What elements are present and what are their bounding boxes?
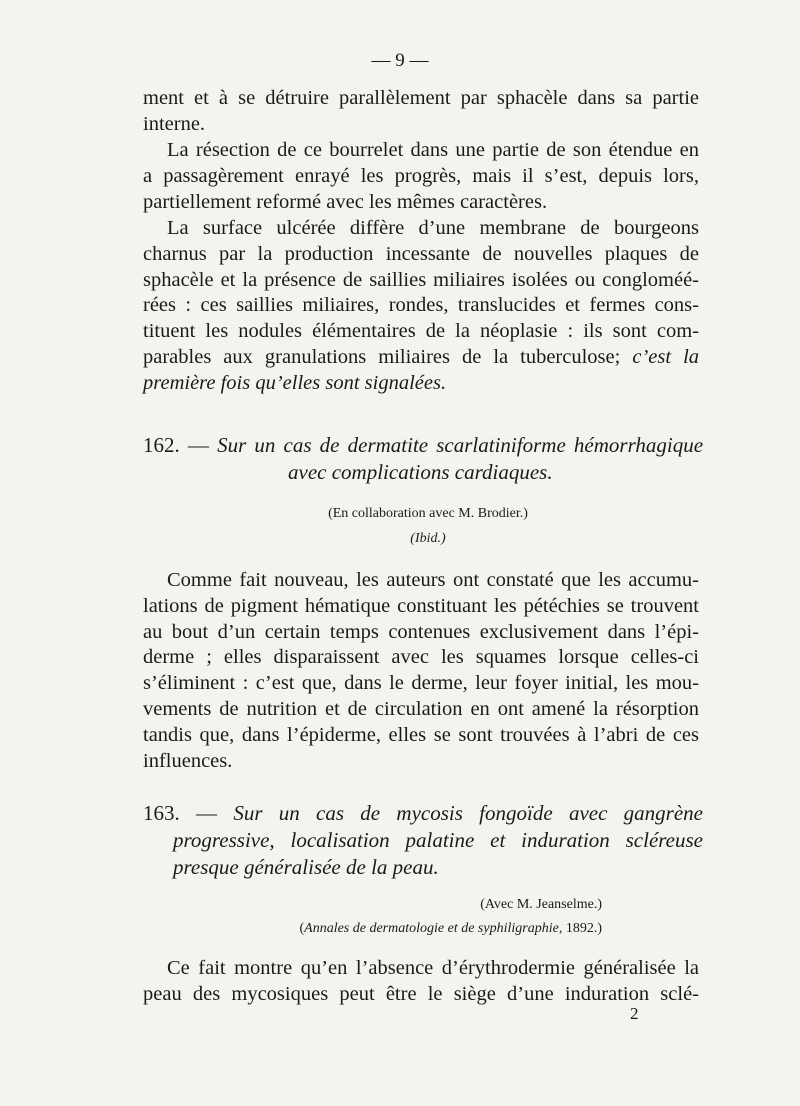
text-line: s’éliminent : c’est que, dans le derme, leur foyer initial, les mou- — [143, 672, 699, 695]
text-line: sphacèle et la présence de saillies miliaires isolées ou congloméé- — [143, 268, 699, 291]
entry-title-line: presque généralisée de la peau. — [173, 855, 439, 879]
entry-162-body — [143, 568, 699, 774]
entry-162-source: (Ibid.) — [410, 531, 446, 546]
entry-162-heading — [143, 432, 703, 486]
text-line: a passagèrement enrayé les progrès, mais il s’est, depuis lors, — [143, 164, 699, 187]
text-line: tandis que, dans l’épiderme, elles se sont trouvées à l’abri de ces — [143, 723, 699, 746]
text-line: au bout d’un certain temps contenues exclusivement dans l’épi- — [143, 620, 699, 643]
text-run: parables aux granulations miliaires de la tuberculose; — [143, 345, 621, 368]
entry-163-heading — [143, 800, 703, 881]
entry-heading-line — [143, 432, 703, 459]
text-line: rées : ces saillies miliaires, rondes, translucides et fermes cons- — [143, 294, 699, 317]
text-line: lations de pigment hématique constituant les pétéchies se trouvent — [143, 594, 699, 617]
text-line: interne. — [143, 112, 206, 135]
source-year: , 1892. — [558, 921, 598, 936]
entry-title-line: progressive, localisation palatine et induration scléreuse — [173, 828, 703, 852]
entry-title: Sur un cas de dermatite scarlatiniforme hémorrhagique — [217, 433, 704, 457]
text-line: peau des mycosiques peut être le siège d’une induration sclé- — [143, 982, 699, 1005]
paragraph-resection — [143, 138, 699, 215]
entry-163-source: (Annales de dermatologie et de syphiligraphie, 1892.) — [299, 921, 602, 936]
entry-title: Sur un cas de mycosis fongoïde avec gangrène — [233, 801, 703, 825]
text-line: ment et à se détruire parallèlement par sphacèle dans sa partie — [143, 87, 699, 109]
entry-title-line: avec complications cardiaques. — [288, 460, 553, 484]
italic-run: c’est la — [632, 345, 700, 368]
entry-163-body — [143, 956, 699, 1008]
page-number: — 9 — — [371, 50, 429, 71]
continuation-paragraph — [143, 86, 699, 138]
sheet-signature: 2 — [630, 1004, 639, 1023]
text-line — [143, 345, 699, 371]
italic-line: première fois qu’elles sont signalées. — [143, 371, 447, 394]
entry-number: 162. — — [143, 433, 209, 457]
entry-heading-line — [143, 800, 703, 827]
text-line: influences. — [143, 749, 233, 772]
paragraph-surface — [143, 216, 699, 397]
entry-162-collaboration: (En collaboration avec M. Brodier.) — [328, 506, 528, 521]
text-line: La résection de ce bourrelet dans une partie de son étendue en — [167, 139, 699, 161]
text-line: Ce fait montre qu’en l’absence d’érythrodermie généralisée la — [167, 957, 699, 979]
text-line: derme ; elles disparaissent avec les squames lorsque celles-ci — [143, 646, 699, 669]
text-line: partiellement reformé avec les mêmes caractères. — [143, 190, 548, 213]
text-line: tituent les nodules élémentaires de la néoplasie : ils sont com- — [143, 320, 699, 343]
text-line: La surface ulcérée diffère d’une membrane de bourgeons — [167, 217, 699, 239]
entry-number: 163. — — [143, 801, 218, 825]
entry-163-collaboration: (Avec M. Jeanselme.) — [480, 897, 602, 912]
text-line: vements de nutrition et de circulation en ont amené la résorption — [143, 697, 699, 720]
text-line: charnus par la production incessante de nouvelles plaques de — [143, 242, 699, 265]
text-line: Comme fait nouveau, les auteurs ont constaté que les accumu- — [167, 569, 699, 591]
source-journal: Annales de dermatologie et de syphiligraphie — [304, 921, 559, 936]
